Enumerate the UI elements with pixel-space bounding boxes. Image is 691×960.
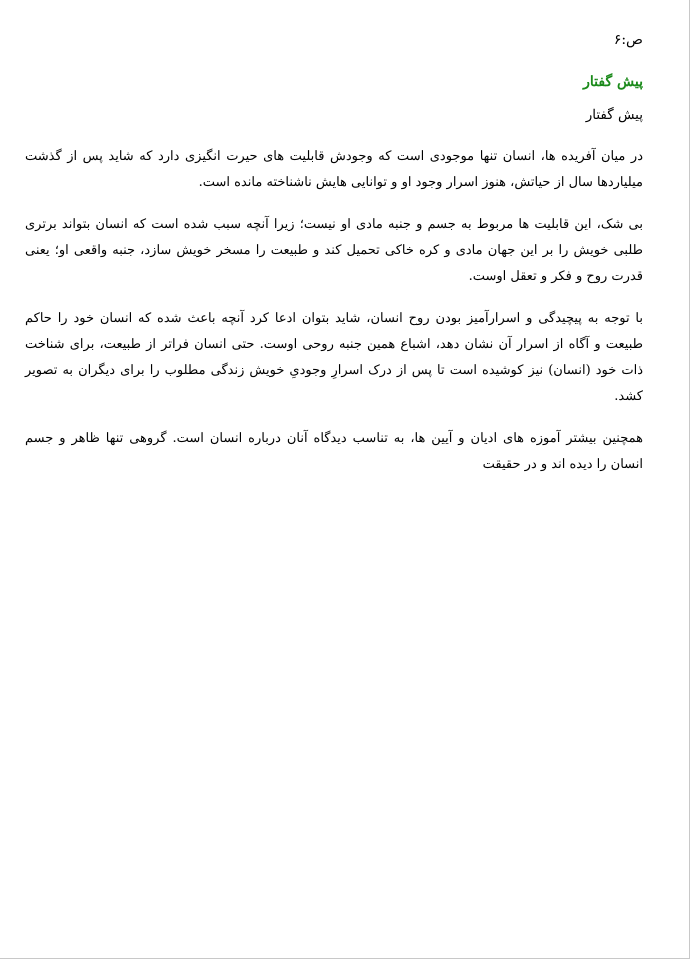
paragraph-1: در میان آفریده ها، انسان تنها موجودی است که وجودش قابلیت های حیرت انگیزی دارد که شاید پس از گذشت میلیاردها سال از حیاتش، هنوز اسرار وجود او و توانایی هایش ناشناخته مانده است. [25, 149, 643, 190]
paragraph-3: با توجه به پیچیدگی و اسرارآمیز بودن روح انسان، شاید بتوان ادعا کرد آنچه باعث شده که انسان خود را حاکم طبیعت و آگاه از اسرار آن نشان دهد، اشباع همین جنبه روحی اوست. حتی انسان فراتر از طبیعت، برای شناخت ذات خود (انسان) نیز کوشیده است تا پس از درک اسرارِ وجودیِ خویش زندگی مطلوب را برای دیگران به تصویر کشد. [25, 311, 643, 404]
page-number: ص:۶ [613, 32, 643, 48]
page-content [25, 30, 643, 494]
paragraph-4: همچنین بیشتر آموزه های ادیان و آیین ها، به تناسب دیدگاه آنان درباره انسان است. گروهی تنها ظاهر و جسم انسان را دیده اند و در حقیقت [25, 431, 643, 472]
paragraph-2: بی شک، این قابلیت ها مربوط به جسم و جنبه مادی او نیست؛ زیرا آنچه سبب شده است که انسان بتواند برتری طلبی خویش را بر این جهان مادی و کره خاکی تحمیل کند و طبیعت را مسخر خویش سازد، جنبه واقعی او؛ یعنی قدرت روح و فکر و تعقل اوست. [25, 217, 643, 284]
sub-heading: پیش گفتار [585, 107, 643, 123]
section-heading: پیش گفتار [583, 74, 643, 90]
